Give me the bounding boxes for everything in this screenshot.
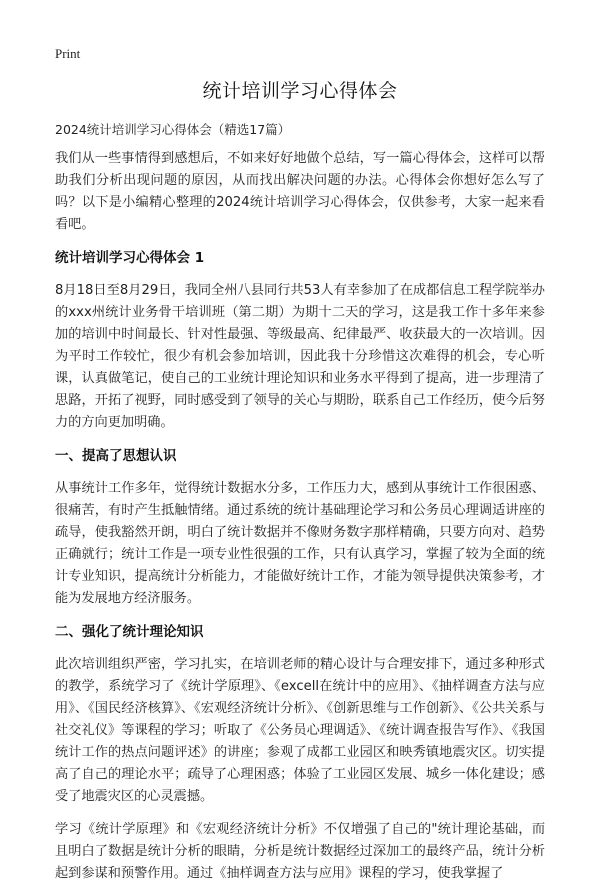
body-paragraph: 学习《统计学原理》和《宏观经济统计分析》不仅增强了自己的"统计理论基础，而且明白了数据是统计分析的眼睛，分析是统计数据经过深加工的最终产品，统计分析起到参谋和预警作用。通过《抽样调查方法与应用》课程的学习，使我掌握了 xyxy=(55,822,545,881)
body-paragraph: 从事统计工作多年，觉得统计数据水分多，工作压力大，感到从事统计工作很困惑、很痛苦，有时产生抵触情绪。通过系统的统计基础理论学习和公务员心理调适讲座的疏导，使我豁然开朗，明白了统计数据并不像财务数字那样精确，只要方向对、趋势正确就行；统计工作是一项专业性很强的工作，只有认真学习，掌握了较为全面的统计专业知识，提高统计分析能力，才能做好统计工作，才能为领导提供决策参考，才能为发展地方经济服务。 xyxy=(55,481,545,606)
article-body xyxy=(55,148,545,896)
intro-paragraph: 我们从一些事情得到感想后，不如来好好地做个总结，写一篇心得体会，这样可以帮助我们分析出现问题的原因，从而找出解决问题的办法。心得体会你想好怎么写了吗？以下是小编精心整理的2024统计培训学习心得体会，仅供参考，大家一起来看看吧。 xyxy=(55,151,545,232)
section-heading: 二、强化了统计理论知识 xyxy=(55,624,204,640)
page-title: 统计培训学习心得体会 xyxy=(202,80,398,102)
section-heading: 统计培训学习心得体会 1 xyxy=(55,250,205,266)
body-paragraph: 8月18日至8月29日，我同全州八县同行共53人有幸参加了在成都信息工程学院举办的xxx州统计业务骨干培训班（第二期）为期十二天的学习，这是我工作十多年来参加的培训中时间最长、针对性最强、等级最高、纪律最严、收获最大的一次培训。因为平时工作较忙，很少有机会参加培训，因此我十分珍惜这次难得的机会，专心听课，认真做笔记，使自己的工业统计理论知识和业务水平得到了提高，进一步理清了思路，开拓了视野，同时感受到了领导的关心与期盼，联系自己工作经历，使今后努力的方向更加明确。 xyxy=(55,283,545,430)
print-link[interactable]: Print xyxy=(55,46,81,61)
section-heading: 一、提高了思想认识 xyxy=(55,448,177,464)
document-subtitle: 2024统计培训学习心得体会（精选17篇） xyxy=(55,122,291,137)
body-paragraph: 此次培训组织严密，学习扎实，在培训老师的精心设计与合理安排下，通过多种形式的教学，系统学习了《统计学原理》、《excell在统计中的应用》、《抽样调查方法与应用》、《国民经济核算》、《宏观经济统计分析》、《创新思维与工作创新》、《公共关系与社交礼仪》等课程的学习；听取了《公务员心理调适》、《统计调查报告写作》、《我国统计工作的热点问题评述》的讲座；参观了成都工业园区和映秀镇地震灾区。切实提高了自己的理论水平；疏导了心理困惑；体验了工业园区发展、城乡一体化建设；感受了地震灾区的心灵震撼。 xyxy=(55,657,545,804)
